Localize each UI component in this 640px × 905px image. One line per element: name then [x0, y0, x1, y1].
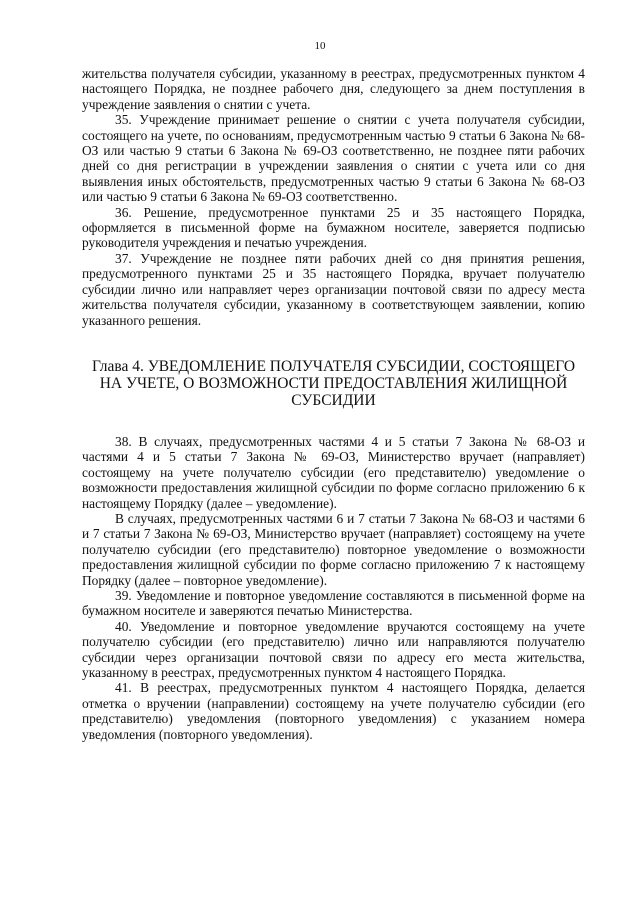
- paragraph-35: 35. Учреждение принимает решение о снятии с учета получателя субсидии, состоящего на учете, по основаниям, предусмотренным частью 9 статьи 6 Закона № 68-ОЗ или частью 9 статьи 6 Закона № 69-ОЗ соответственно, не позднее пяти рабочих дней со дня регистрации в учреждении заявления о снятии с учета или со дня выявления иных обстоятельств, предусмотренных частью 9 статьи 6 Закона № 68-ОЗ или частью 9 статьи 6 Закона № 69-ОЗ соответственно.: [82, 112, 585, 205]
- paragraph-36: 36. Решение, предусмотренное пунктами 25 и 35 настоящего Порядка, оформляется в письменной форме на бумажном носителе, заверяется подписью руководителя учреждения и печатью учреждения.: [82, 204, 585, 251]
- paragraph-38-second: В случаях, предусмотренных частями 6 и 7 статьи 7 Закона № 68-ОЗ и частями 6 и 7 статьи 7 Закона № 69-ОЗ, Министерство вручает (направляет) состоящему на учете получателю субсидии (его представителю) повторное уведомление о возможности предоставления жилищной субсидии по форме согласно приложению 7 к настоящему Порядку (далее – повторное уведомление).: [82, 510, 585, 588]
- paragraph-39: 39. Уведомление и повторное уведомление составляются в письменной форме на бумажном носителе и заверяются печатью Министерства.: [82, 587, 585, 619]
- paragraph-40: 40. Уведомление и повторное уведомление вручаются состоящему на учете получателю субсидии (его представителю) лично или направляются получателю субсидии через организации почтовой связи по адресу его места жительства, указанному в реестрах, предусмотренных пунктом 4 настоящего Порядка.: [82, 618, 585, 680]
- paragraph-37: 37. Учреждение не позднее пяти рабочих дней со дня принятия решения, предусмотренного пунктами 25 и 35 настоящего Порядка, вручает получателю субсидии лично или направляет через организации почтовой связи по адресу места жительства получателя субсидии, указанному в соответствующем заявлении, копию указанного решения.: [82, 250, 585, 328]
- document-body: [82, 66, 585, 742]
- paragraph-38: 38. В случаях, предусмотренных частями 4 и 5 статьи 7 Закона № 68-ОЗ и частями 4 и 5 статьи 7 Закона № 69-ОЗ, Министерство вручает (направляет) состоящему на учете получателю субсидии (его представителю) уведомление о возможности предоставления жилищной субсидии по форме согласно приложению 6 к настоящему Порядку (далее – уведомление).: [82, 433, 585, 511]
- page-number: 10: [314, 40, 326, 52]
- paragraph-41: 41. В реестрах, предусмотренных пунктом 4 настоящего Порядка, делается отметка о вручении (направлении) состоящему на учете получателю субсидии (его представителю) уведомления (повторного уведомления) с указанием номера уведомления (повторного уведомления).: [82, 680, 585, 742]
- paragraph-continued: жительства получателя субсидии, указанному в реестрах, предусмотренных пунктом 4 настоящего Порядка, не позднее рабочего дня, следующего за днем поступления в учреждение заявления о снятии с учета.: [82, 66, 585, 112]
- chapter-heading: Глава 4. УВЕДОМЛЕНИЕ ПОЛУЧАТЕЛЯ СУБСИДИИ, СОСТОЯЩЕГО НА УЧЕТЕ, О ВОЗМОЖНОСТИ ПРЕДОСТАВЛЕНИЯ ЖИЛИЩНОЙ СУБСИДИИ: [91, 357, 576, 409]
